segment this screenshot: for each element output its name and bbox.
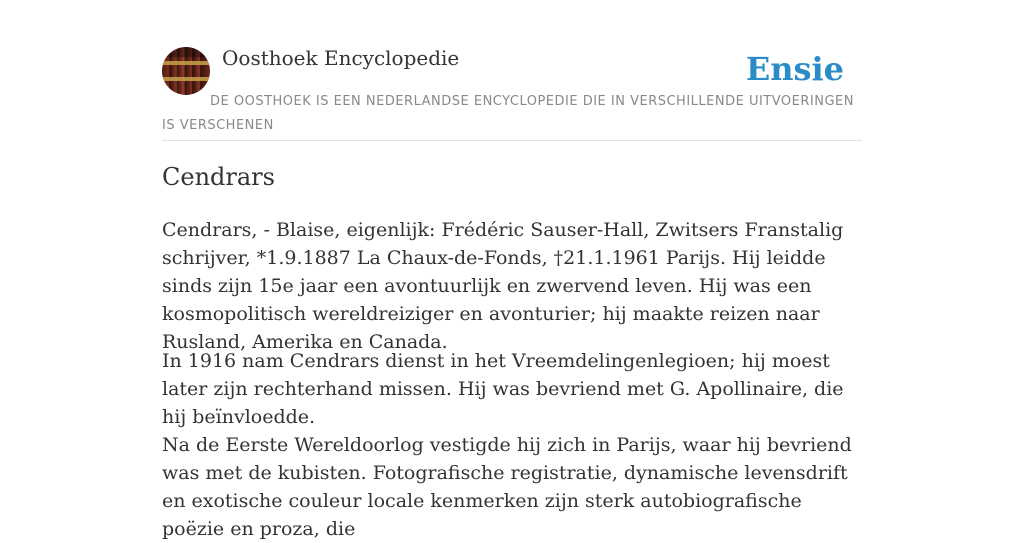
article-paragraph: In 1916 nam Cendrars dienst in het Vreemdelingenlegioen; hij moest later zijn rechterhand missen. Hij was bevriend met G. Apollinaire, die hij beïnvloedde. xyxy=(162,350,844,428)
avatar-band xyxy=(162,77,210,81)
books-avatar-icon[interactable] xyxy=(162,47,210,95)
site-title-link[interactable]: Oosthoek Encyclopedie xyxy=(222,46,460,70)
avatar-shade xyxy=(162,47,210,57)
page-container xyxy=(162,0,862,540)
avatar-band xyxy=(162,61,210,65)
article-paragraph: Na de Eerste Wereldoorlog vestigde hij zich in Parijs, waar hij bevriend was met de kubisten. Fotografische registratie, dynamische levensdrift en exotische couleur locale kenmerken zijn sterk autobiografische poëzie en proza, die xyxy=(162,434,852,540)
article-title: Cendrars xyxy=(162,163,275,191)
site-header xyxy=(162,0,862,141)
article-paragraph: Cendrars, - Blaise, eigenlijk: Frédéric Sauser-Hall, Zwitsers Franstalig schrijver, *1.9.1887 La Chaux-de-Fonds, †21.1.1961 Parijs. Hij leidde sinds zijn 15e jaar een avontuurlijk en zwervend leven. Hij was een kosmopolitisch wereldreiziger en avonturier; hij maakte reizen naar Rusland, Amerika en Canada. xyxy=(162,219,844,353)
brand-logo-link[interactable]: Ensie xyxy=(745,50,844,88)
site-tagline: DE OOSTHOEK IS EEN NEDERLANDSE ENCYCLOPEDIE DIE IN VERSCHILLENDE UITVOERINGEN IS VERSCHENEN xyxy=(162,94,854,133)
